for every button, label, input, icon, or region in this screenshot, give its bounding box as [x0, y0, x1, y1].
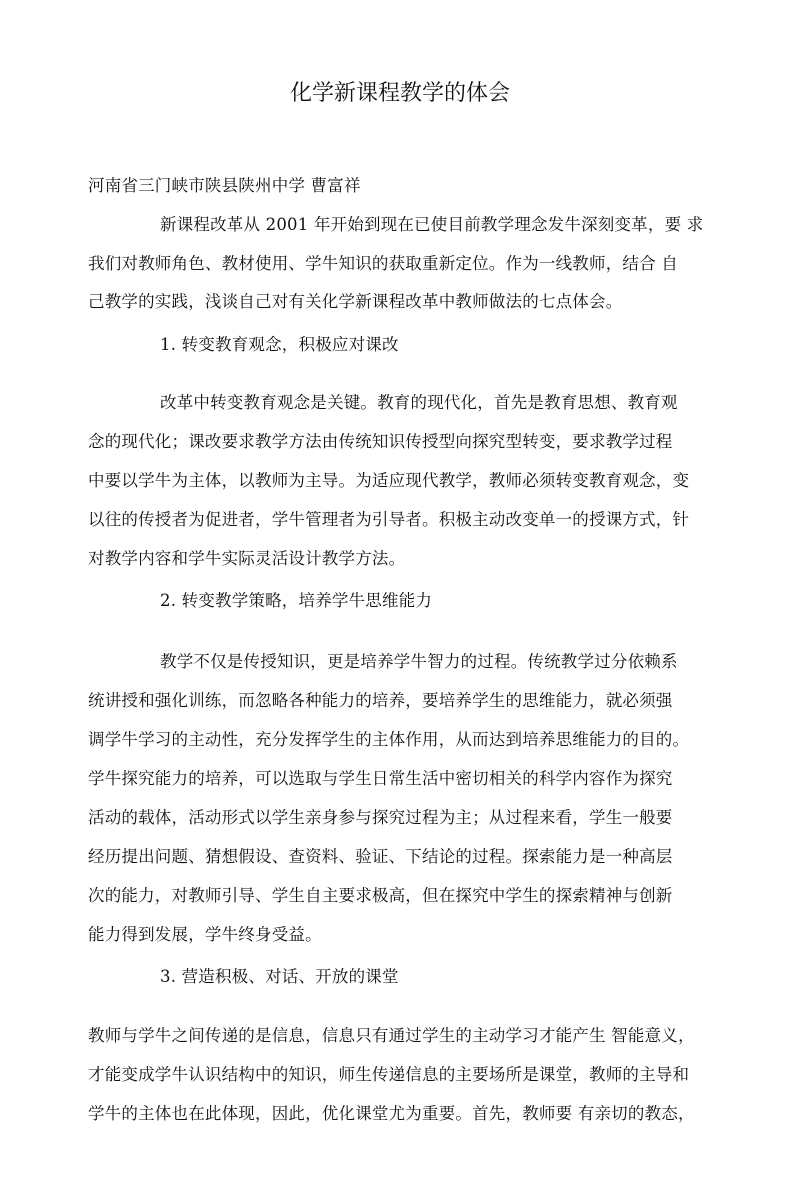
body-line: 改革中转变教育观念是关键。教育的现代化，首先是教育思想、教育观 — [160, 393, 678, 412]
body-line: 教学不仅是传授知识，更是培养学牛智力的过程。传统教学过分依赖系 — [160, 652, 678, 671]
section-heading: 2. 转变教学策略，培养学牛思维能力 — [160, 591, 433, 610]
body-line: 念的现代化；课改要求教学方法由传统知识传授型向探究型转变，要求教学过程 — [88, 432, 673, 451]
body-line: 才能变成学牛认识结构中的知识，师生传递信息的主要场所是课堂，教师的主导和 — [88, 1065, 690, 1084]
body-line: 对教学内容和学牛实际灵活设计教学方法。 — [88, 549, 406, 568]
intro-line: 己教学的实践，浅谈自己对有关化学新课程改革中教师做法的七点体会。 — [88, 292, 623, 311]
body-line: 经历提出问题、猜想假设、查资料、验证、下结论的过程。探索能力是一种高层 — [88, 847, 673, 866]
body-line: 次的能力，对教师引导、学生自主要求极高，但在探究中学生的探索精神与创新 — [88, 886, 673, 905]
author-line: 河南省三门峡市陕县陕州中学 曹富祥 — [88, 176, 361, 195]
intro-line: 我们对教师角色、教材使用、学牛知识的获取重新定位。作为一线教师，结合 自 — [88, 254, 678, 273]
body-line: 教师与学牛之间传递的是信息，信息只有通过学生的主动学习才能产生 智能意义， — [88, 1026, 695, 1045]
body-line: 中要以学牛为主体，以教师为主导。为适应现代教学，教师必须转变教育观念，变 — [88, 471, 690, 490]
body-line: 以往的传授者为促进者，学牛管理者为引导者。积极主动改变单一的授课方式，针 — [88, 510, 690, 529]
body-line: 学牛探究能力的培养，可以选取与学生日常生活中密切相关的科学内容作为探究 — [88, 769, 673, 788]
body-line: 学牛的主体也在此体现，因此，优化课堂尤为重要。首先，教师要 有亲切的教态， — [88, 1104, 695, 1123]
body-line: 调学牛学习的主动性，充分发挥学生的主体作用，从而达到培养思维能力的目的。 — [88, 730, 690, 749]
page-title: 化学新课程教学的体会 — [289, 81, 510, 106]
section-heading: 1. 转变教育观念，积极应对课改 — [160, 335, 399, 354]
body-line: 能力得到发展，学牛终身受益。 — [88, 925, 322, 944]
body-line: 活动的载体，活动形式以学生亲身参与探究过程为主；从过程来看，学生一般要 — [88, 808, 673, 827]
section-heading: 3. 营造积极、对话、开放的课堂 — [160, 967, 399, 986]
body-line: 统讲授和强化训练，而忽略各种能力的培养，要培养学生的思维能力，就必须强 — [88, 691, 673, 710]
intro-line: 新课程改革从 2001 年开始到现在已使目前教学理念发牛深刻变革，要 求 — [160, 215, 704, 234]
